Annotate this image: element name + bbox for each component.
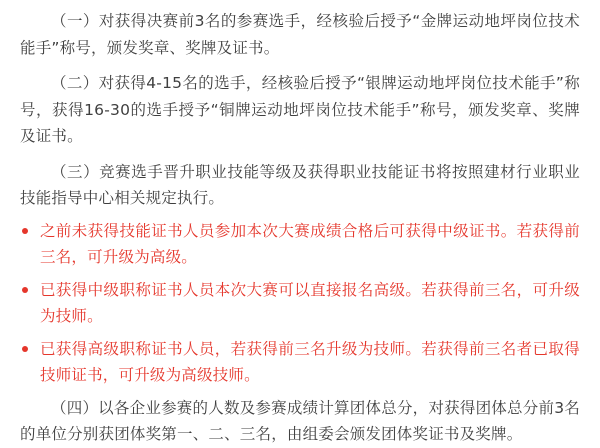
red-bullet-text-3: 已获得高级职称证书人员，若获得前三名升级为技师。若获得前三名者已取得技师证书，可升级为高级技师。 — [40, 339, 580, 384]
red-bullet-list — [20, 218, 580, 389]
bullet-dot-icon — [22, 287, 28, 293]
bullet-dot-icon — [22, 228, 28, 234]
paragraph-1: （一）对获得决赛前3名的参赛选手，经核验后授予“金牌运动地坪岗位技术能手”称号，颁发奖章、奖牌及证书。 — [20, 12, 580, 57]
red-bullet-item-1 — [20, 218, 580, 271]
paragraph-4: （四）以各企业参赛的人数及参赛成绩计算团体总分，对获得团体总分前3名的单位分别获团体奖第一、二、三名，由组委会颁发团体奖证书及奖牌。 — [20, 398, 580, 443]
paragraph-2: （二）对获得4-15名的选手，经核验后授予“银牌运动地坪岗位技术能手”称号，获得16-30的选手授予“铜牌运动地坪岗位技术能手”称号，颁发奖章、奖牌及证书。 — [20, 74, 580, 145]
bullet-dot-icon — [22, 346, 28, 352]
red-bullet-item-3 — [20, 336, 580, 389]
paragraph-3: （三）竞赛选手晋升职业技能等级及获得职业技能证书将按照建材行业职业技能指导中心相关规定执行。 — [20, 162, 580, 207]
red-bullet-text-2: 已获得中级职称证书人员本次大赛可以直接报名高级。若获得前三名，可升级为技师。 — [40, 280, 580, 325]
red-bullet-item-2 — [20, 277, 580, 330]
red-bullet-text-1: 之前未获得技能证书人员参加本次大赛成绩合格后可获得中级证书。若获得前三名，可升级为高级。 — [40, 221, 580, 266]
